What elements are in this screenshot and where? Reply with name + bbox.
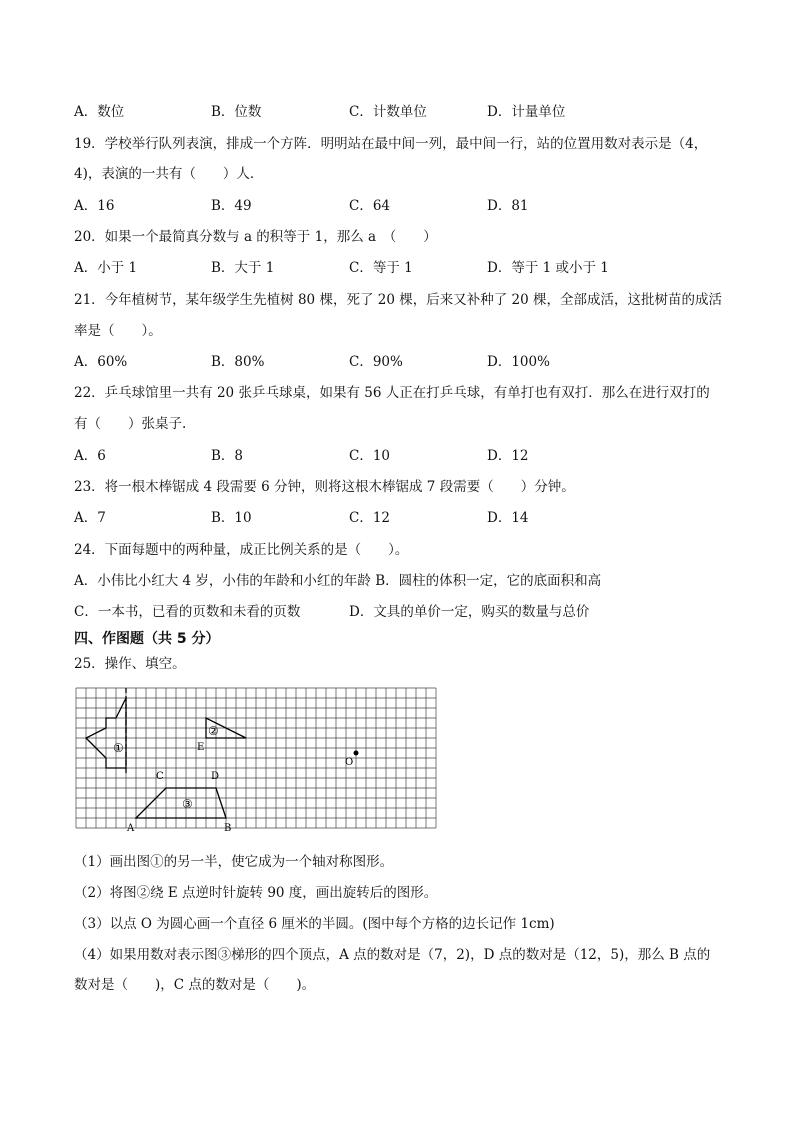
q24-option-d: D．文具的单价一定，购买的数量与总价 [349, 604, 590, 620]
q22-option-a: A．6 [74, 448, 106, 464]
q19-option-c: C．64 [349, 198, 391, 214]
label-c: C [156, 771, 164, 782]
q19-option-a: A．16 [74, 198, 115, 214]
q22-option-c: C．10 [349, 448, 391, 464]
q22-option-b: B．8 [211, 448, 244, 464]
q21-option-a: A．60% [74, 354, 128, 370]
q20-option-b: B．大于 1 [211, 260, 275, 276]
q18-option-c: C．计数单位 [349, 104, 427, 120]
q19-option-b: B．49 [211, 198, 252, 214]
q23-option-a: A．7 [74, 510, 106, 526]
label-e: E [197, 742, 205, 753]
q21-text-line2: 率是（ ）。 [74, 323, 162, 339]
q25-sub4-line2: 数对是（ )，C 点的数对是（ )。 [74, 977, 316, 993]
q25-sub4-line1: （4）如果用数对表示图③梯形的四个顶点，A 点的数对是（7，2)，D 点的数对是（12，5)，那么 B 点的 [74, 947, 711, 963]
q18-option-b: B．位数 [211, 104, 262, 120]
grid-lines [76, 688, 436, 828]
label-b: B [224, 823, 232, 834]
q25-sub2: （2）将图②绕 E 点逆时针旋转 90 度，画出旋转后的图形。 [74, 885, 438, 901]
q21-option-c: C．90% [349, 354, 403, 370]
q20-option-d: D．等于 1 或小于 1 [487, 260, 609, 276]
q24-text-line1: 24．下面每题中的两种量，成正比例关系的是（ ）。 [74, 542, 409, 558]
figure-1-label: ① [113, 741, 124, 755]
q18-option-d: D．计量单位 [487, 104, 566, 120]
q20-text-line1: 20．如果一个最简真分数与 a 的积等于 1，那么 a （ ） [74, 229, 437, 245]
section-title: 四、作图题（共 5 分） [74, 631, 220, 647]
figure-3-label: ③ [182, 797, 193, 811]
grid-figure [72, 684, 442, 834]
figure-2-label: ② [208, 724, 219, 738]
q25-sub1: （1）画出图①的另一半，使它成为一个轴对称图形。 [74, 854, 394, 870]
q21-option-b: B．80% [211, 354, 265, 370]
q23-option-d: D．14 [487, 510, 529, 526]
q23-text-line1: 23．将一根木棒锯成 4 段需要 6 分钟，则将这根木棒锯成 7 段需要（ ）分钟。 [74, 479, 575, 495]
label-d: D [211, 771, 220, 782]
q22-option-d: D．12 [487, 448, 529, 464]
q24-options-ab: A．小伟比小红大 4 岁，小伟的年龄和小红的年龄 B．圆柱的体积一定，它的底面积和高 [74, 573, 602, 589]
q20-option-a: A．小于 1 [74, 260, 138, 276]
q19-text-line1: 19．学校举行队列表演，排成一个方阵．明明站在最中间一列，最中间一行，站的位置用数对表示是（4， [74, 136, 708, 152]
q25-text-line1: 25．操作、填空。 [74, 656, 186, 672]
q24-option-c: C．一本书，已看的页数和未看的页数 [74, 604, 301, 620]
q23-option-c: C．12 [349, 510, 391, 526]
q18-option-a: A．数位 [74, 104, 125, 120]
q19-text-line2: 4)，表演的一共有（ ）人． [74, 166, 264, 182]
q21-text-line1: 21．今年植树节，某年级学生先植树 80 棵，死了 20 棵，后来又补种了 20 棵，全部成活，这批树苗的成活 [74, 292, 722, 308]
q21-option-d: D．100% [487, 354, 550, 370]
q25-sub3: （3）以点 O 为圆心画一个直径 6 厘米的半圆。(图中每个方格的边长记作 1cm) [74, 916, 555, 932]
q22-text-line1: 22．乒乓球馆里一共有 20 张乒乓球桌，如果有 56 人正在打乒乓球，有单打也有双打．那么在进行双打的 [74, 385, 710, 401]
q22-text-line2: 有（ ）张桌子. [74, 416, 187, 432]
q20-option-c: C．等于 1 [349, 260, 413, 276]
q19-option-d: D．81 [487, 198, 529, 214]
q23-option-b: B．10 [211, 510, 252, 526]
label-a: A [127, 823, 135, 834]
figure-3-trapezoid [136, 788, 226, 818]
label-o: O [345, 757, 354, 768]
point-o [354, 751, 359, 756]
